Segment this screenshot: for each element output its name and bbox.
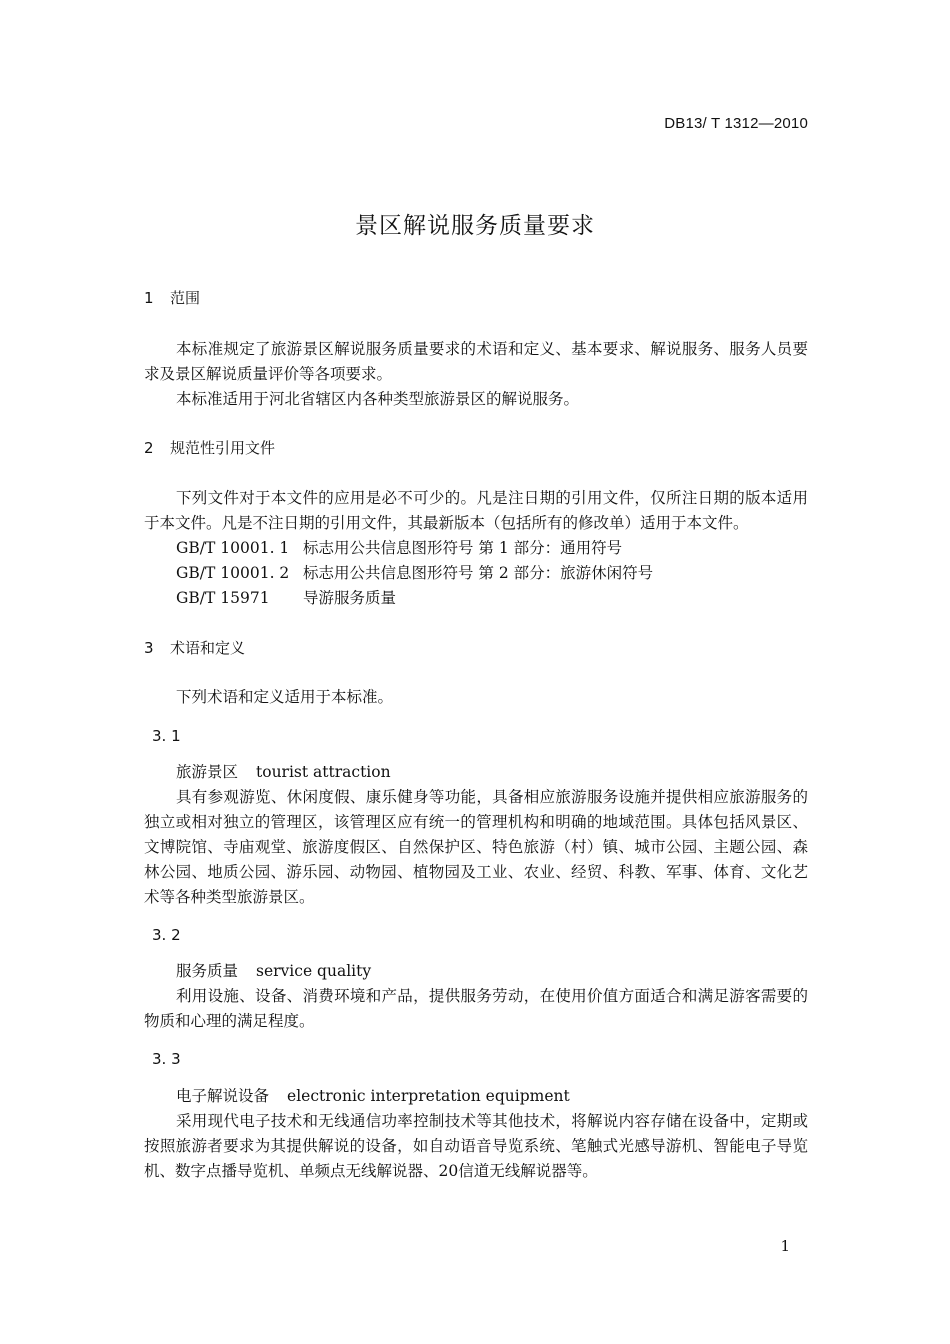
term-3-3-number: 3. 3: [152, 1050, 181, 1068]
section-1-body: [144, 337, 808, 412]
section-3-intro: [144, 685, 808, 710]
paragraph: 本标准适用于河北省辖区内各种类型旅游景区的解说服务。: [176, 390, 580, 408]
term-3-3: [144, 1084, 808, 1184]
term-en: tourist attraction: [256, 763, 391, 781]
document-code: DB13/ T 1312—2010: [664, 115, 808, 132]
reference-code: GB/T 10001. 2: [176, 564, 290, 582]
section-title: 术语和定义: [170, 639, 246, 657]
term-en: electronic interpretation equipment: [287, 1087, 570, 1105]
section-3-heading: [144, 636, 808, 661]
term-zh: 服务质量: [176, 962, 239, 980]
reference-title: 标志用公共信息图形符号 第 1 部分：通用符号: [303, 539, 623, 557]
section-title: 规范性引用文件: [170, 439, 276, 457]
term-heading: [144, 959, 808, 984]
term-definition: 具有参观游览、休闲度假、康乐健身等功能，具备相应旅游服务设施并提供相应旅游服务的独立或相对独立的管理区，该管理区应有统一的管理机构和明确的地域范围。具体包括风景区、文博院馆、寺庙观堂、旅游度假区、自然保护区、特色旅游（村）镇、城市公园、主题公园、森林公园、地质公园、游乐园、动物园、植物园及工业、农业、经贸、科教、军事、体育、文化艺术等各种类型旅游景区。: [144, 788, 808, 906]
section-title: 范围: [170, 289, 201, 307]
reference-title: 导游服务质量: [303, 589, 397, 607]
section-number: 3: [144, 639, 154, 657]
term-zh: 电子解说设备: [176, 1087, 270, 1105]
reference-item: [144, 586, 808, 611]
term-definition: 采用现代电子技术和无线通信功率控制技术等其他技术，将解说内容存储在设备中，定期或按照旅游者要求为其提供解说的设备，如自动语音导览系统、笔触式光感导游机、智能电子导览机、数字点播导览机、单频点无线解说器、20信道无线解说器等。: [144, 1112, 808, 1180]
section-number: 2: [144, 439, 154, 457]
paragraph: 本标准规定了旅游景区解说服务质量要求的术语和定义、基本要求、解说服务、服务人员要求及景区解说质量评价等各项要求。: [144, 340, 808, 383]
document-title: 景区解说服务质量要求: [355, 213, 595, 239]
section-2-body: [144, 486, 808, 611]
term-zh: 旅游景区: [176, 763, 239, 781]
reference-code: GB/T 10001. 1: [176, 539, 290, 557]
section-number: 1: [144, 289, 154, 307]
term-3-2: [144, 959, 808, 1034]
reference-item: [144, 536, 808, 561]
section-1-heading: [144, 286, 808, 311]
term-heading: [144, 1084, 808, 1109]
term-3-2-number: 3. 2: [152, 926, 181, 944]
term-3-1-number: 3. 1: [152, 727, 181, 745]
term-definition: 利用设施、设备、消费环境和产品，提供服务劳动，在使用价值方面适合和满足游客需要的物质和心理的满足程度。: [144, 987, 808, 1030]
term-3-1: [144, 760, 808, 910]
term-en: service quality: [256, 962, 372, 980]
page-number: 1: [780, 1237, 790, 1255]
reference-code: GB/T 15971: [176, 589, 270, 607]
paragraph: 下列文件对于本文件的应用是必不可少的。凡是注日期的引用文件，仅所注日期的版本适用于本文件。凡是不注日期的引用文件，其最新版本（包括所有的修改单）适用于本文件。: [144, 489, 808, 532]
reference-item: [144, 561, 808, 586]
reference-title: 标志用公共信息图形符号 第 2 部分：旅游休闲符号: [303, 564, 654, 582]
paragraph: 下列术语和定义适用于本标准。: [176, 688, 394, 706]
term-heading: [144, 760, 808, 785]
section-2-heading: [144, 436, 808, 461]
